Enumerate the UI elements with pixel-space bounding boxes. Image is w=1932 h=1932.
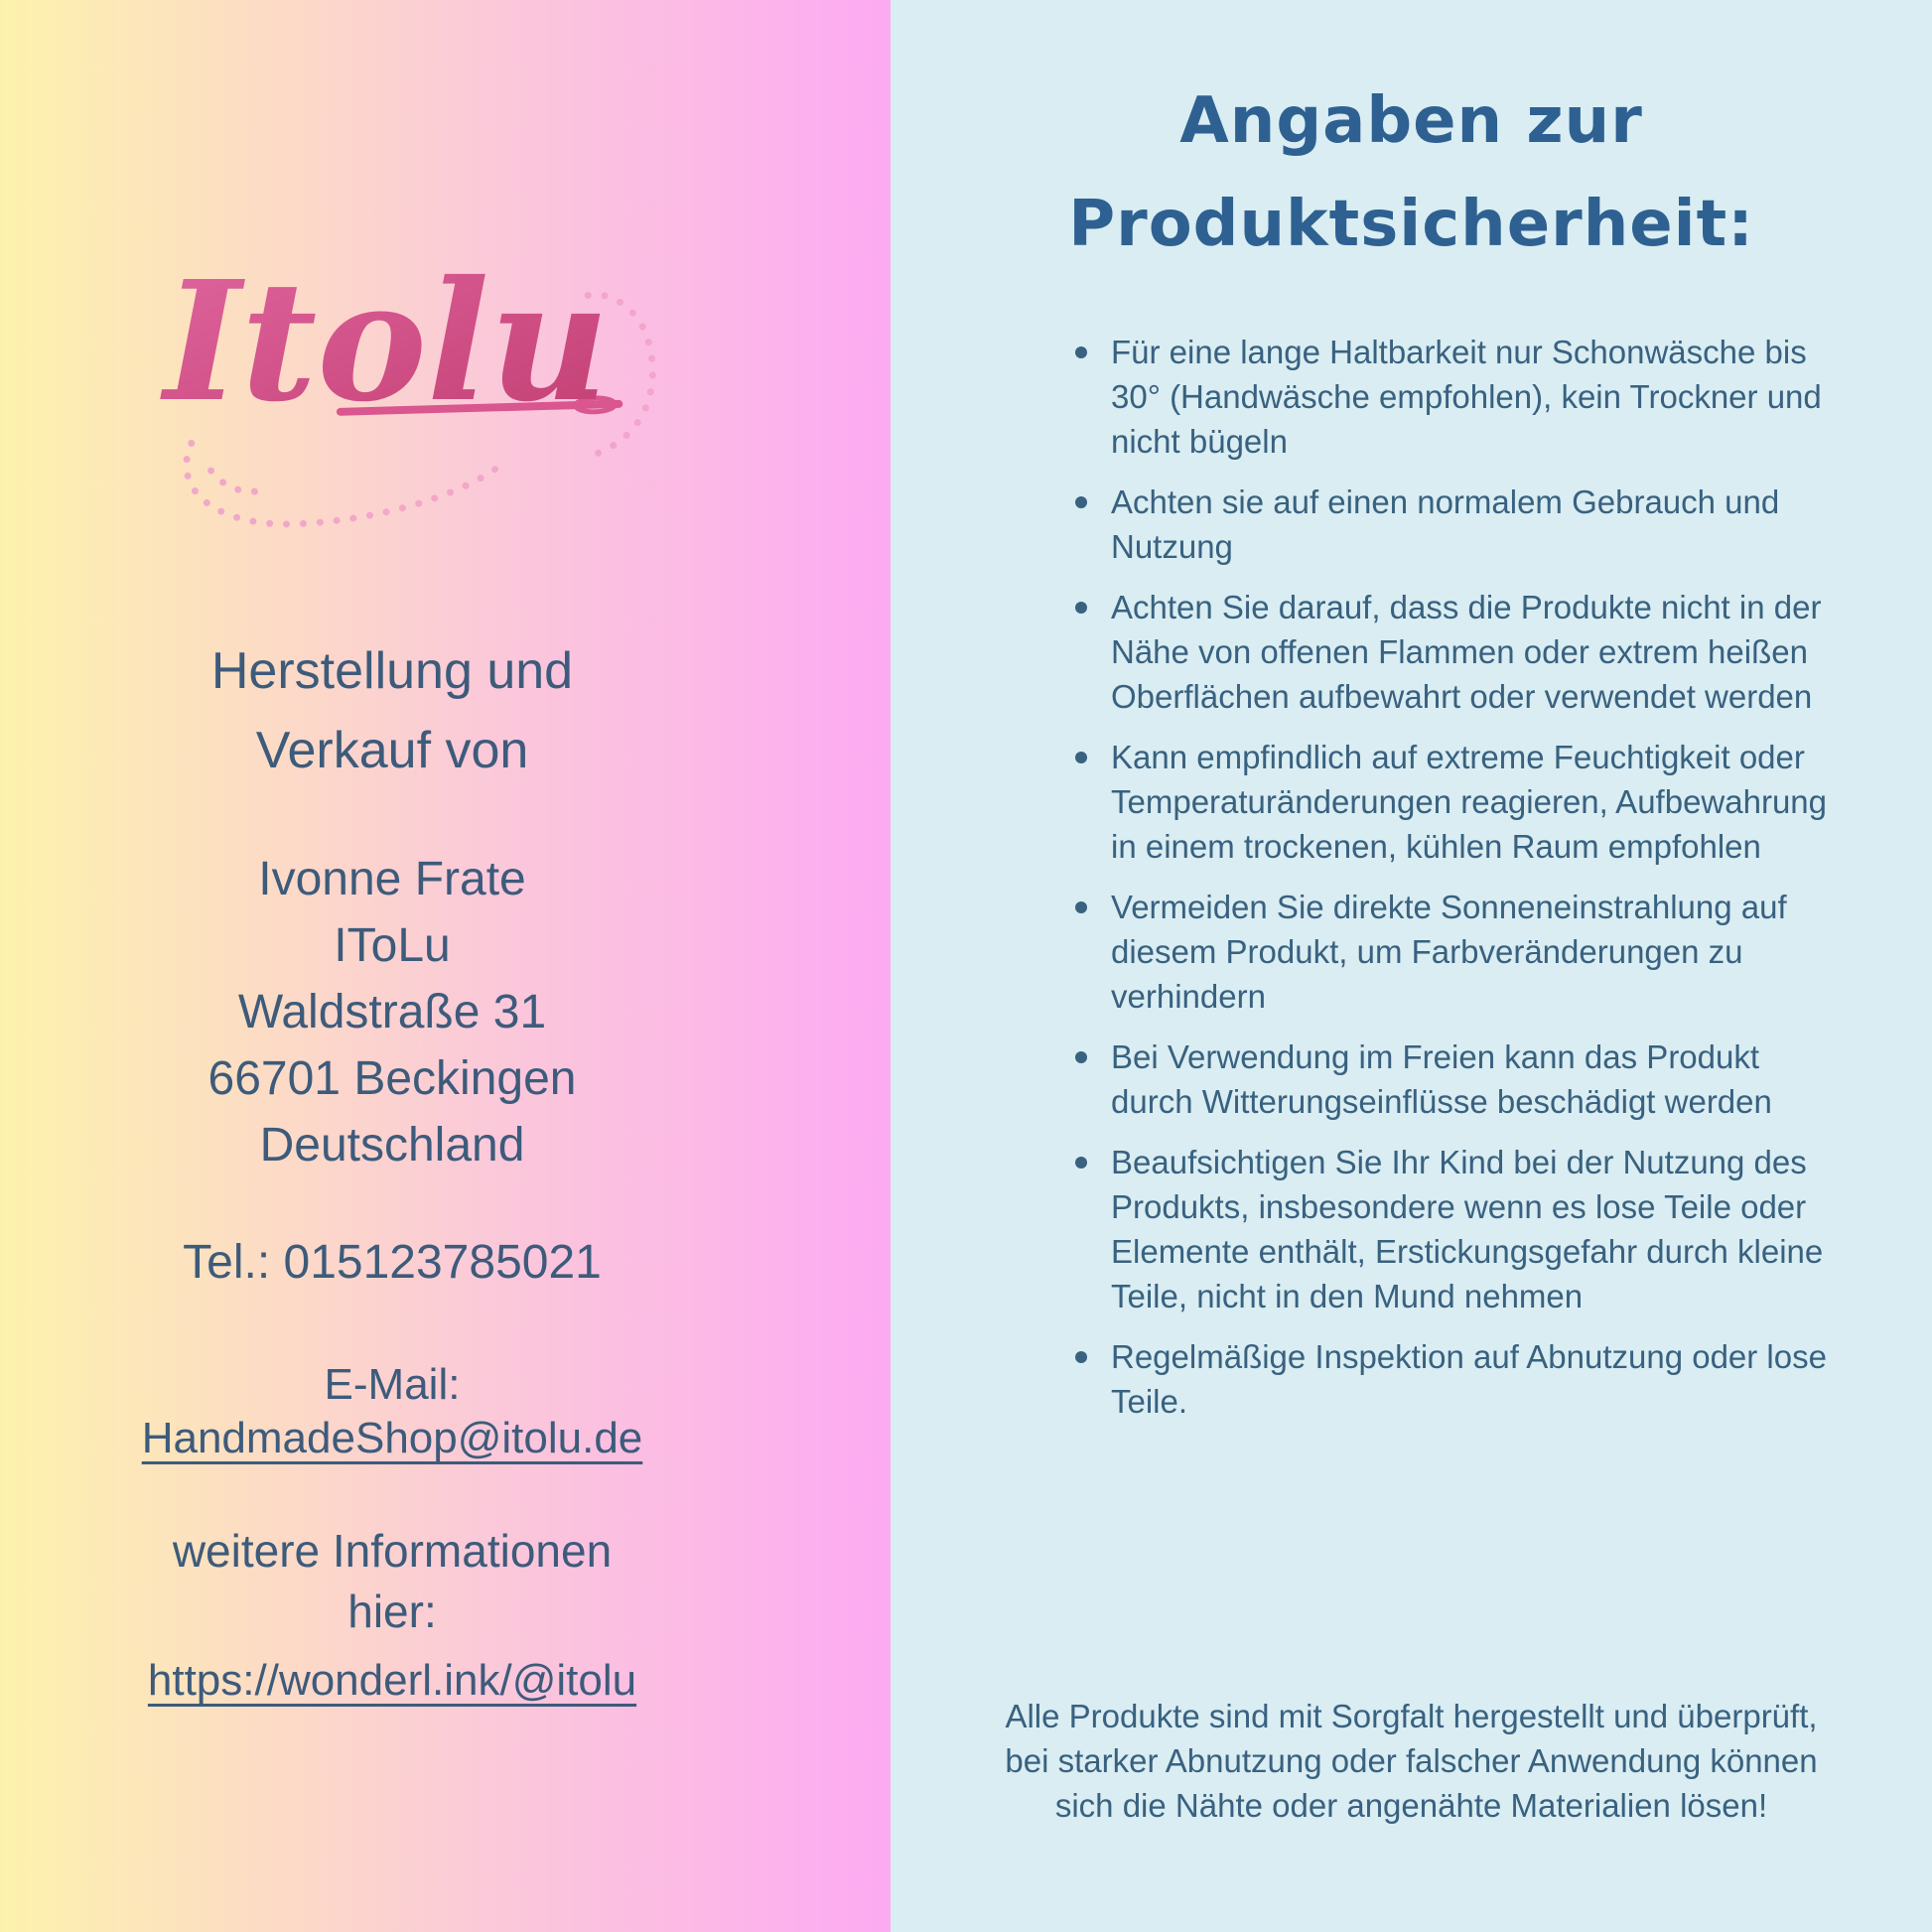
safety-heading: [891, 69, 1932, 276]
contact-street: Waldstraße 31: [237, 986, 547, 1038]
email-link[interactable]: HandmadeShop@itolu.de: [141, 1414, 643, 1462]
bullet-text: Regelmäßige Inspektion auf Abnutzung oder lose Teile.: [1111, 1338, 1827, 1420]
safety-bullet: [1075, 480, 1850, 569]
more-info-line-1: weitere Informationen: [172, 1525, 613, 1577]
contact-city: 66701 Beckingen: [207, 1052, 577, 1105]
contact-name: Ivonne Frate: [258, 853, 526, 905]
logo-graphic: [149, 159, 665, 551]
safety-bullet: [1075, 735, 1850, 869]
safety-bullet: [1075, 885, 1850, 1019]
bullet-text: Vermeiden Sie direkte Sonneneinstrahlung auf diesem Produkt, um Farbveränderungen zu verhindern: [1111, 889, 1787, 1015]
brand-contact-panel: [0, 0, 891, 1932]
phone-line: Tel.: 015123785021: [183, 1236, 602, 1289]
intro-heading: [0, 631, 784, 790]
product-safety-panel: [891, 0, 1932, 1932]
intro-line-2: Verkauf von: [255, 722, 529, 779]
wonderlink-link[interactable]: https://wonderl.ink/@itolu: [147, 1656, 637, 1705]
contact-country: Deutschland: [259, 1119, 525, 1172]
bullet-text: Für eine lange Haltbarkeit nur Schonwäsche bis 30° (Handwäsche empfohlen), kein Trockner und nicht bügeln: [1111, 334, 1822, 460]
safety-heading-line-1: Angaben zur: [1179, 84, 1643, 158]
bullet-dot-icon: [1075, 346, 1087, 358]
bullet-text: Bei Verwendung im Freien kann das Produkt durch Witterungseinflüsse beschädigt werden: [1111, 1038, 1772, 1120]
bullet-dot-icon: [1075, 1351, 1087, 1363]
bullet-dot-icon: [1075, 1157, 1087, 1169]
intro-line-1: Herstellung und: [210, 642, 574, 700]
bullet-text: Achten Sie darauf, dass die Produkte nicht in der Nähe von offenen Flammen oder extrem heißen Oberflächen aufbewahrt oder verwendet werden: [1111, 589, 1822, 715]
safety-bullet: [1075, 1035, 1850, 1124]
bullet-text: Beaufsichtigen Sie Ihr Kind bei der Nutzung des Produkts, insbesondere wenn es lose Teile oder Elemente enthält, Erstickungsgefahr durch kleine Teile, nicht in den Mund nehmen: [1111, 1144, 1824, 1314]
email-block: [0, 1358, 784, 1465]
safety-bullet: [1075, 330, 1850, 464]
email-label: E-Mail:: [324, 1360, 461, 1409]
safety-bullet: [1075, 585, 1850, 719]
more-info-line-2: hier:: [347, 1586, 437, 1637]
itolu-logo: [149, 159, 665, 551]
logo-text: Itolu: [164, 244, 610, 439]
bullet-dot-icon: [1075, 602, 1087, 614]
safety-bullet: [1075, 1334, 1850, 1424]
bullet-dot-icon: [1075, 752, 1087, 763]
contact-company: IToLu: [334, 919, 451, 972]
safety-heading-line-2: Produktsicherheit:: [1068, 188, 1754, 261]
safety-bullet-list: [1075, 330, 1850, 1440]
address-block: [0, 846, 784, 1178]
bullet-text: Achten sie auf einen normalem Gebrauch und Nutzung: [1111, 483, 1780, 565]
more-info-block: [0, 1521, 784, 1711]
left-content: [0, 0, 784, 1932]
bullet-dot-icon: [1075, 1051, 1087, 1063]
bullet-text: Kann empfindlich auf extreme Feuchtigkeit oder Temperaturänderungen reagieren, Aufbewahrung in einem trockenen, kühlen Raum empfohlen: [1111, 739, 1828, 865]
bullet-dot-icon: [1075, 496, 1087, 508]
bullet-dot-icon: [1075, 901, 1087, 913]
safety-bullet: [1075, 1140, 1850, 1318]
quality-footer-note: Alle Produkte sind mit Sorgfalt hergestellt und überprüft, bei starker Abnutzung oder falscher Anwendung können sich die Nähte oder angenähte Materialien lösen!: [1005, 1698, 1818, 1824]
